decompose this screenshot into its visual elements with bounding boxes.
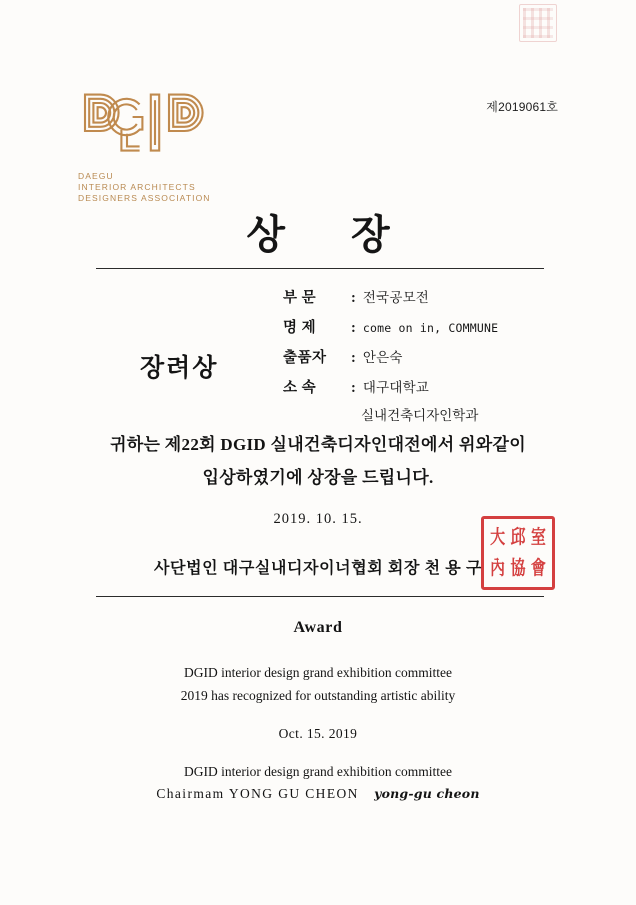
field-colon: :	[351, 350, 356, 366]
citation-line-1: 귀하는 제22회 DGID 실내건축디자인대전에서 위와같이	[110, 435, 526, 454]
seal-char: 內	[490, 556, 506, 579]
english-body-line-1: DGID interior design grand exhibition committee	[183, 665, 453, 680]
field-label: 명 제	[283, 320, 317, 336]
field-value: 전국공모전	[362, 290, 430, 305]
field-colon: :	[351, 380, 356, 396]
divider-top	[96, 268, 544, 269]
logo-subtitle	[78, 171, 308, 204]
field-row	[283, 316, 573, 337]
field-colon: :	[351, 320, 356, 336]
logo-sub-line3: DESIGNERS ASSOCIATION	[78, 193, 211, 203]
english-date: Oct. 15. 2019	[278, 726, 358, 741]
field-value: 대구대학교	[362, 380, 430, 395]
field-label: 소 속	[283, 380, 317, 396]
field-row	[283, 346, 573, 367]
field-row	[283, 286, 573, 307]
field-label: 부 문	[283, 290, 317, 306]
field-row	[283, 376, 573, 397]
seal-char: 邱	[510, 525, 526, 549]
document-number: 제2019061호	[486, 100, 558, 114]
official-seal-icon	[481, 516, 555, 590]
divider-bottom	[96, 596, 544, 597]
field-colon: :	[351, 290, 356, 306]
issuer-korean: 사단법인 대구실내디자이너협회 회장 천 용 구	[153, 560, 483, 577]
english-issuer	[0, 761, 636, 805]
english-chairman-line	[0, 783, 636, 805]
seal-characters	[488, 523, 548, 583]
english-issuer-line-1: DGID interior design grand exhibition committee	[183, 764, 453, 779]
signature: yong-gu cheon	[374, 786, 480, 801]
field-list	[283, 286, 573, 432]
seal-char: 室	[530, 525, 546, 549]
field-value: 안은숙	[362, 350, 403, 365]
dgid-logo-icon	[78, 88, 218, 160]
page-title: 상 장	[246, 211, 416, 258]
issue-date-korean: 2019. 10. 15.	[273, 511, 363, 527]
seal-char: 會	[530, 556, 546, 579]
corner-stamp-pattern	[523, 8, 553, 38]
seal-char: 大	[490, 525, 506, 549]
corner-stamp-icon	[519, 4, 557, 42]
english-chairman: Chairmam YONG GU CHEON	[156, 786, 359, 801]
citation-text	[0, 428, 636, 494]
logo-sub-line2: INTERIOR ARCHITECTS	[78, 182, 196, 192]
logo-sub-line1: DAEGU	[78, 171, 114, 181]
award-grade: 장려상	[140, 355, 219, 382]
citation-line-2: 입상하였기에 상장을 드립니다.	[202, 468, 434, 487]
english-title: Award	[293, 619, 343, 636]
seal-char: 協	[510, 556, 526, 579]
field-value: come on in, COMMUNE	[362, 321, 499, 335]
field-subvalue: 실내건축디자인학과	[361, 408, 479, 423]
english-body-line-2: 2019 has recognized for outstanding artistic ability	[180, 688, 456, 703]
dgid-logo	[78, 88, 308, 203]
field-label: 출품자	[283, 350, 327, 366]
english-body	[0, 661, 636, 707]
